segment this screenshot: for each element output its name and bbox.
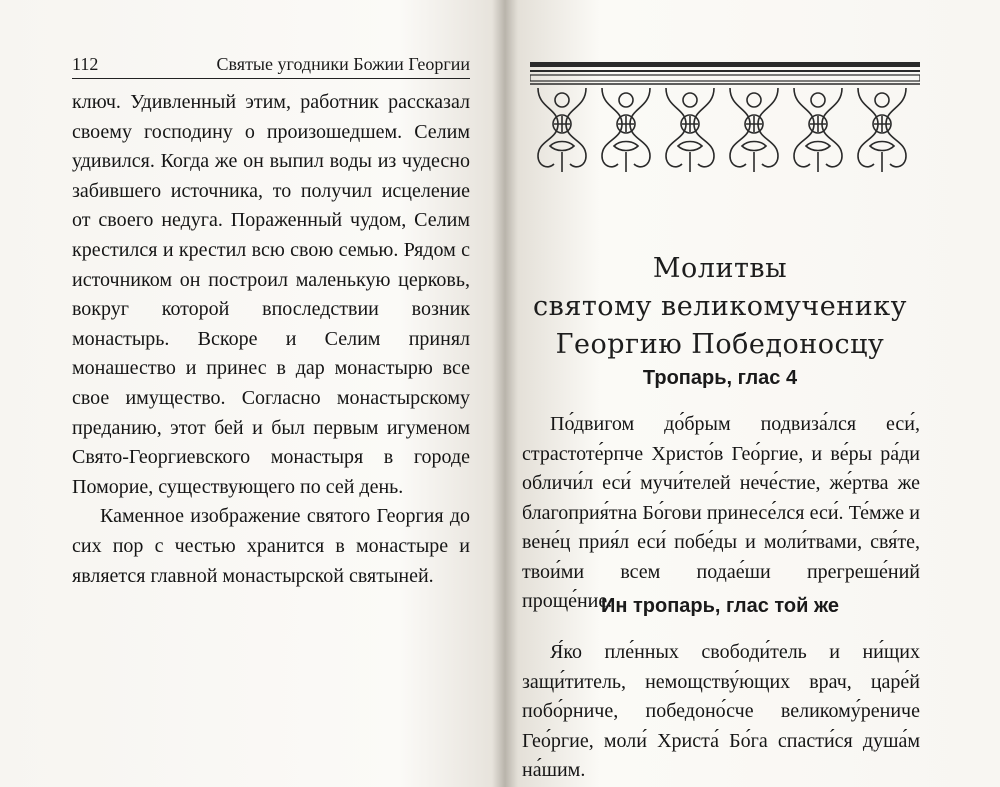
paragraph: Каменное изображение святого Георгия до сих пор с честью хранится в монастыре и является главной монастырской святыней.: [72, 505, 470, 587]
paragraph: ключ. Удивленный этим, работник рассказал своему господину о произошедшем. Селим удивился. Когда же он выпил воды из чудесно забившего источника, то получил исцеление от своего недуга. Пораженный чудом, Селим крестился и крестил всю свою семью. Рядом с источником он построил маленькую церковь, вокруг которой впоследствии возник монастырь. Вскоре и Селим принял монашество и принес в дар монастырю все свое имущество. Согласно монастырскому преданию, этот бей и был первым игуменом Свято-Георгиевского монастыря в городе Поморие, существующего по сей день.: [72, 91, 470, 498]
heading-line: Георгию Победоносцу: [555, 329, 885, 360]
heading-line: Молитвы: [652, 253, 788, 284]
ornamental-headpiece: [530, 60, 920, 176]
left-page: [72, 40, 472, 760]
running-title: Святые угодники Божии Георгии: [216, 54, 470, 74]
troparion-text: По́двигом до́брым подвиза́лся еси́, страстоте́рпче Христо́в Гео́ргие, и ве́ры ра́ди обличи́л еси́ мучи́телей нече́стие, же́ртва же благоприя́тна Бо́гови принесе́лся еси́. Те́мже и вене́ц прия́л еси́ побе́ды и моли́твами, свя́те, твои́ми всем подае́ши прегреше́ний проще́ние.: [522, 413, 920, 612]
right-page: [520, 40, 930, 781]
second-troparion-text: Я́ко пле́нных свободи́тель и ни́щих защи́титель, немощству́ющих врач, царе́й побо́рниче, победоно́сче великому́рениче Гео́ргие, моли́ Христа́ Бо́га спасти́ся душа́м на́шим.: [522, 641, 920, 781]
left-body-text: [72, 88, 470, 591]
running-head: [72, 50, 470, 79]
troparion-title: Тропарь, глас 4: [642, 367, 798, 389]
prayers-heading: [520, 250, 920, 364]
page-number: 112: [72, 54, 99, 74]
heading-line: святому великомученику: [533, 291, 907, 322]
second-troparion-title: Ин тропарь, глас той же: [600, 595, 840, 617]
